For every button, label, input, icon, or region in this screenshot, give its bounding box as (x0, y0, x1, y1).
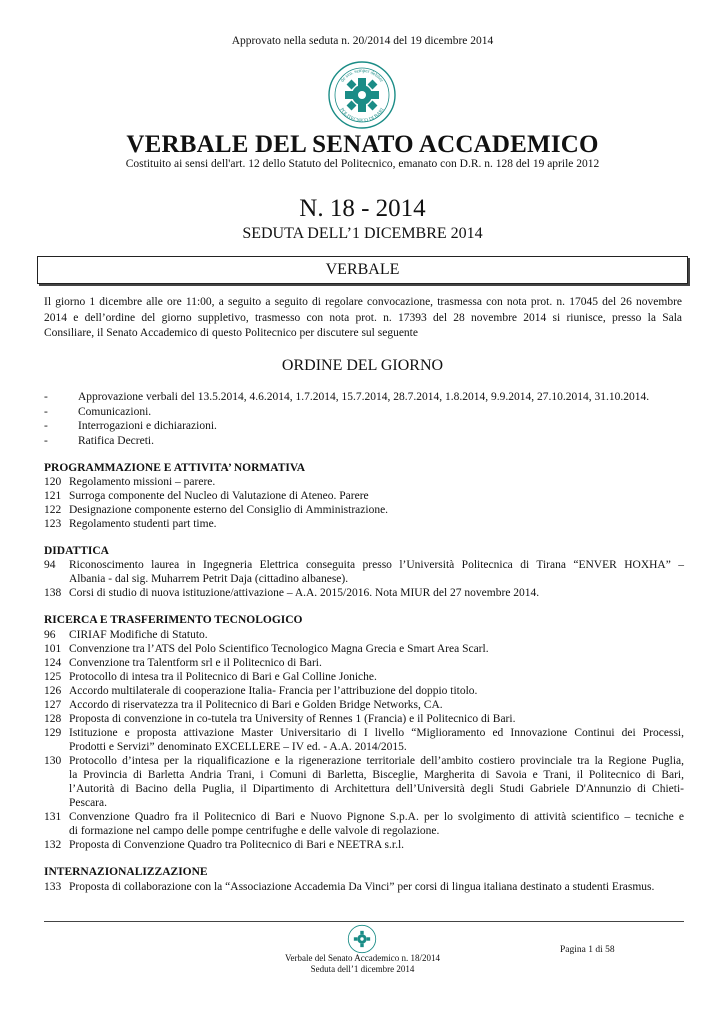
list-item: 132 Proposta di Convenzione Quadro tra Politecnico di Bari e NEETRA s.r.l. (44, 839, 405, 851)
footer-line-1: Verbale del Senato Accademico n. 18/2014 (285, 953, 440, 963)
intro-line: Il giorno 1 dicembre alle ore 11:00, a seguito a seguito di regolare convocazione, trasmessa con nota prot. n. 17045 del 26 novembre (44, 296, 682, 308)
list-item: 101 Convenzione tra l’ATS del Polo Scientifico Tecnologico Magna Grecia e Smart Area Scarl. (44, 643, 489, 655)
intro-line: 2014 e dell’ordine del giorno suppletivo, trasmesso con nota prot. n. 17393 del 28 novembre 2014 si riunisce, presso la Sala (44, 311, 682, 324)
list-item: 123 Regolamento studenti part time. (44, 518, 217, 530)
list-item: 131 Convenzione Quadro fra il Politecnico di Bari e Nuovo Pignone S.p.A. per lo svolgimento di attività scientifico – tecniche e di formazione nel campo delle pompe centrifughe e delle valvole di regolazione. (44, 811, 684, 837)
document-subtitle: Costituito ai sensi dell'art. 12 dello Statuto del Politecnico, emanato con D.R. n. 128 del 19 aprile 2012 (125, 158, 600, 170)
section-title: INTERNAZIONALIZZAZIONE (44, 866, 208, 878)
section-items (44, 558, 684, 600)
list-item: 127 Accordo di riservatezza tra il Politecnico di Bari e Golden Bridge Networks, CA. (44, 699, 443, 711)
section-title: RICERCA E TRASFERIMENTO TECNOLOGICO (44, 614, 303, 626)
list-item: 124 Convenzione tra Talentform srl e il Politecnico di Bari. (44, 657, 322, 669)
list-item: 133 Proposta di collaborazione con la “Associazione Accademia Da Vinci” per corsi di lingua italiana destinato a studenti Erasmus. (44, 881, 655, 893)
session-date: SEDUTA DELL’1 DICEMBRE 2014 (242, 225, 483, 242)
footer-logo (347, 924, 377, 954)
document-title: VERBALE DEL SENATO ACCADEMICO (126, 131, 599, 158)
list-item: 94 Riconoscimento laurea in Ingegneria Elettrica conseguita presso l’Università Politecnica di Tirana “ENVER HOXHA” – Albania - dal sig. Muharrem Petrit Daja (cittadino albanese). (44, 559, 684, 585)
section-items (44, 880, 684, 894)
section-title: PROGRAMMAZIONE E ATTIVITA’ NORMATIVA (44, 462, 305, 474)
list-item: 96 CIRIAF Modifiche di Statuto. (44, 629, 208, 641)
list-item: 121 Surroga componente del Nucleo di Valutazione di Ateneo. Parere (44, 490, 369, 502)
svg-text:POLITECNICO DI BARI: POLITECNICO DI BARI (338, 107, 386, 125)
section-title: DIDATTICA (44, 545, 109, 557)
list-item: 120 Regolamento missioni – parere. (44, 476, 216, 488)
list-item: 129 Istituzione e proposta attivazione Master Universitario di I livello “Miglioramento ed Innovazione Continui dei Processi, Prodotti e Servizi” denominato EXCELLERE – IV ed. - A.A. 2014/2015. (44, 727, 684, 753)
agenda-item: - Approvazione verbali del 13.5.2014, 4.6.2014, 1.7.2014, 15.7.2014, 28.7.2014, 1.8.2014, 9.9.2014, 27.10.2014, 31.10.2014. (44, 391, 650, 403)
section-items (44, 475, 684, 531)
list-item: 125 Protocollo di intesa tra il Politecnico di Bari e Gal Colline Joniche. (44, 671, 377, 683)
approval-note: Approvato nella seduta n. 20/2014 del 19 dicembre 2014 (231, 35, 494, 47)
page-number: Pagina 1 di 58 (560, 945, 615, 955)
agenda-item: - Ratifica Decreti. (44, 434, 154, 447)
intro-line: Consiliare, il Senato Accademico di questo Politecnico per discutere sul seguente (44, 327, 418, 339)
footer-caption (0, 953, 725, 975)
agenda-list (44, 390, 684, 448)
agenda-item: - Comunicazioni. (44, 405, 152, 418)
intro-paragraph (44, 295, 682, 342)
list-item: 138 Corsi di studio di nuova istituzione/attivazione – A.A. 2015/2016. Nota MIUR del 27 novembre 2014. (44, 587, 540, 599)
footer-line-2: Seduta dell’1 dicembre 2014 (310, 964, 415, 974)
verbale-heading-box: VERBALE (37, 256, 688, 284)
list-item: 128 Proposta di convenzione in co-tutela tra University of Rennes 1 (Francia) e il Politecnico di Bari. (44, 713, 516, 725)
list-item: 126 Accordo multilaterale di cooperazione Italia- Francia per l’attribuzione del doppio titolo. (44, 685, 478, 697)
agenda-item: - Interrogazioni e dichiarazioni. (44, 420, 217, 432)
minutes-number: N. 18 - 2014 (299, 195, 426, 222)
section-items (44, 628, 684, 852)
politecnico-logo (327, 60, 397, 130)
svg-text:de sen. semper debitor: de sen. semper debitor (340, 68, 384, 84)
list-item: 130 Protocollo d’intesa per la riqualificazione e la rigenerazione territoriale dell’ambito costiero provinciale tra la Regione Puglia, la Provincia di Barletta Andria Trani, i Comuni di Barletta, Bisceglie, Margherita di Savoia e Trani, il Politecnico di Bari, l’Autorità di Bacino della Puglia, il Dipartimento di Architettura dell’Università degli Studi Gabriele D'Annunzio di Chieti- Pescara. (44, 755, 684, 809)
footer-divider (44, 921, 684, 922)
list-item: 122 Designazione componente esterno del Consiglio di Amministrazione. (44, 504, 389, 516)
agenda-title: ORDINE DEL GIORNO (281, 357, 444, 374)
